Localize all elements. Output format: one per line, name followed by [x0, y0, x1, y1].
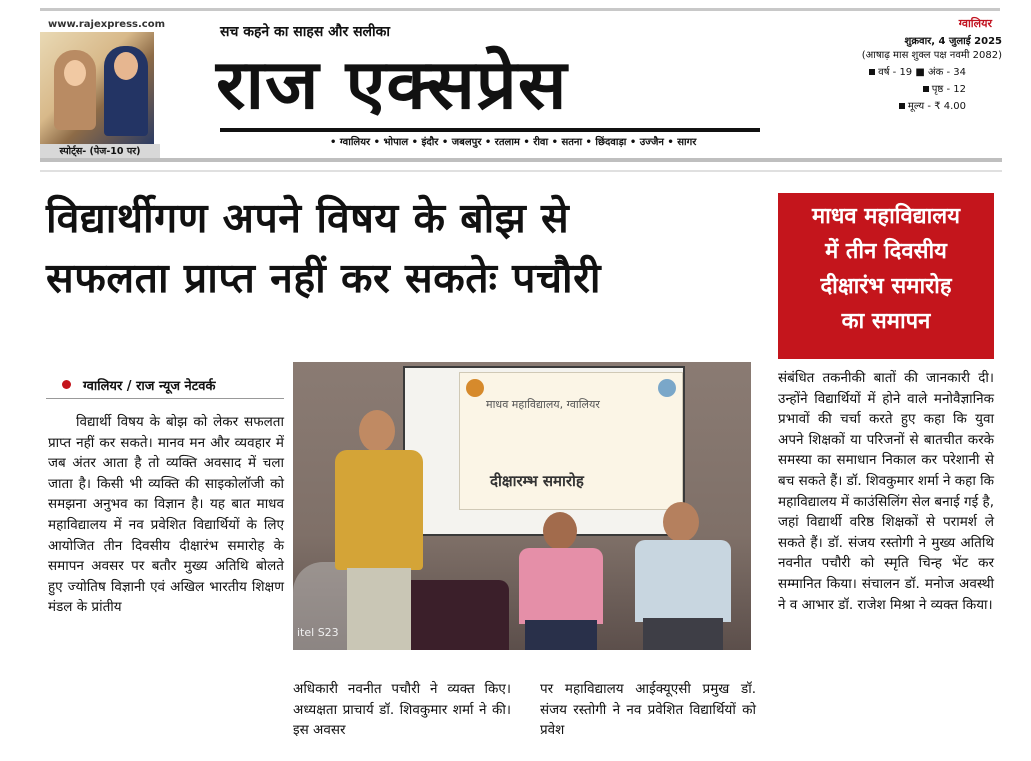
edition-year-issue: वर्ष - 19 ■ अंक - 34	[842, 64, 1002, 78]
top-rule	[40, 8, 1000, 11]
edition-info	[842, 16, 1002, 112]
tagline: सच कहने का साहस और सलीका	[220, 24, 391, 40]
promo-caption: स्पोर्ट्स- (पेज-10 पर)	[40, 144, 160, 160]
event-photo	[293, 362, 751, 650]
sidebar-line-4: का समापन	[841, 309, 931, 334]
masthead-bottom-rule	[40, 158, 1002, 162]
site-url[interactable]: www.rajexpress.com	[48, 19, 166, 30]
event-banner	[459, 372, 683, 510]
seated-guest-figure	[513, 512, 609, 650]
article-column-2: अधिकारी नवनीत पचौरी ने व्यक्त किए। अध्यक्षता प्राचार्य डॉ. शिवकुमार शर्मा ने की। इस अवसर	[293, 681, 511, 739]
bullet-square-icon	[869, 69, 875, 75]
edition-pages: पृष्ठ - 12	[842, 81, 1002, 95]
promo-person-woman	[54, 50, 96, 130]
edition-cities: • ग्वालियर • भोपाल • इंदौर • जबलपुर • रतलाम • रीवा • सतना • छिंदवाड़ा • उज्जैन • सागर	[330, 137, 697, 148]
edition-hindu-date: (आषाढ़ मास शुक्ल पक्ष नवमी 2082)	[861, 50, 1002, 61]
sidebar-highlight-box	[778, 193, 994, 359]
byline-rule	[46, 398, 284, 399]
sidebar-line-3: दीक्षारंभ समारोह	[820, 274, 952, 299]
sidebar-line-1: माधव महाविद्यालय	[812, 204, 960, 229]
edition-date: शुक्रवार, 4 जुलाई 2025	[904, 36, 1002, 47]
masthead	[30, 8, 1002, 158]
seated-guest-figure	[627, 502, 737, 650]
logo-underline	[220, 128, 760, 132]
article-column-3: पर महाविद्यालय आईक्यूएसी प्रमुख डॉ. संजय रस्तोगी ने नव प्रवेशित विद्यार्थियों को प्रवेश	[540, 681, 756, 739]
camera-watermark: itel S23	[297, 626, 339, 639]
edition-price: मूल्य - ₹ 4.00	[842, 98, 1002, 112]
article-headline: विद्यार्थीगण अपने विषय के बोझ से सफलता प्राप्त नहीं कर सकतेः पचौरी	[46, 194, 602, 302]
bullet-square-icon	[899, 103, 905, 109]
byline: ग्वालियर / राज न्यूज नेटवर्क	[62, 376, 215, 394]
promo-photo	[40, 32, 154, 144]
red-dot-icon	[62, 380, 71, 389]
college-emblem-icon	[466, 379, 484, 397]
naac-emblem-icon	[658, 379, 676, 397]
edition-city: ग्वालियर	[958, 17, 992, 30]
banner-event: दीक्षारम्भ समारोह	[490, 472, 584, 490]
promo-person-man	[104, 46, 148, 136]
speaker-figure	[295, 410, 441, 650]
sidebar-line-2: में तीन दिवसीय	[825, 239, 947, 264]
bullet-square-icon	[923, 86, 929, 92]
article-column-4: संबंधित तकनीकी बातों की जानकारी दी। उन्होंने विद्यार्थियों में होने वाले मनोवैज्ञानिक प्रभावों की चर्चा करते हुए कहा कि युवा अपने शिक्षकों या परिजनों से बातचीत करके समस्या का समाधान निकाल कर परेशानी से बच सकते हैं। डॉ. शिवकुमार शर्मा ने कहा कि महाविद्यालय में काउंसिलिंग सेल बनाई गई है, जहां विद्यार्थी वरिष्ठ शिक्षकों से परामर्श ले सकते हैं। डॉ. संजय रस्तोगी ने मुख्य अतिथि नवनीत पचौरी को स्मृति चिन्ह भेंट कर सम्मानित किया। संचालन डॉ. मनोज अवस्थी ने व आभार डॉ. राजेश मिश्रा ने व्यक्त किया।	[778, 370, 994, 613]
article-column-1: विद्यार्थी विषय के बोझ को लेकर सफलता प्राप्त नहीं कर सकते। मानव मन और व्यवहार में जब अंतर आता है तो व्यक्ति अवसाद में चला जाता है। किसी भी व्यक्ति की साइकोलॉजी को समझना अनुभव का विज्ञान है। यह बात माधव महाविद्यालय में नव प्रवेशित विद्यार्थियों के लिए आयोजित तीन दिवसीय दीक्षारंभ समारोह के समापन अवसर पर बतौर मुख्य अतिथि बोलते हुए ज्योतिष विज्ञानी एवं अखिल भारतीय शिक्षण मंडल के प्रांतीय	[48, 414, 284, 616]
banner-title: माधव महाविद्यालय, ग्वालियर	[486, 398, 600, 411]
newspaper-logo: राज एक्सप्रेस	[216, 44, 568, 124]
section-rule	[40, 170, 1002, 172]
